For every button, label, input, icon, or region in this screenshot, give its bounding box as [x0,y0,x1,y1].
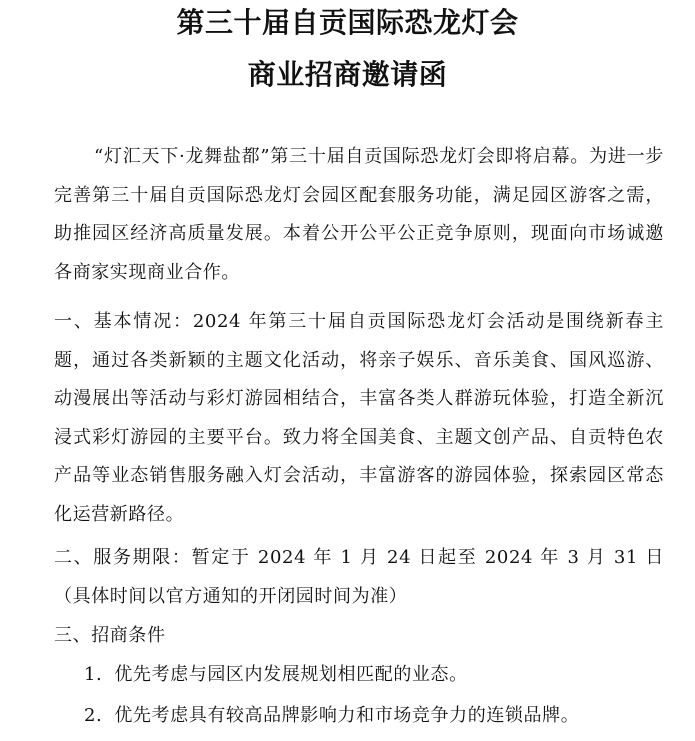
condition-text: 优先考虑具有较高品牌影响力和市场竞争力的连锁品牌。 [114,705,580,726]
condition-item [84,697,674,736]
condition-text: 优先考虑与园区内发展规划相匹配的业态。 [114,664,468,685]
condition-item [84,656,674,695]
intro-paragraph: “灯汇天下·龙舞盐都”第三十届自贡国际恐龙灯会即将启幕。为进一步完善第三十届自贡国际恐龙灯会园区配套服务功能，满足园区游客之需，助推园区经济高质量发展。本着公开公平公正竞争原则，现面向市场诚邀各商家实现商业合作。 [54,146,664,283]
document-title-line2: 商业招商邀请函 [247,58,448,91]
section-conditions-heading: 三、招商条件 [54,625,166,646]
condition-number: 2. [84,705,103,726]
document-title-line1: 第三十届自贡国际恐龙灯会 [176,6,519,39]
section-basic-info: 一、基本情况：2024 年第三十届自贡国际恐龙灯会活动是围绕新春主题，通过各类新颖的主题文化活动，将亲子娱乐、音乐美食、国风巡游、动漫展出等活动与彩灯游园相结合，丰富各类人群游玩体验，打造全新沉浸式彩灯游园的主要平台。致力将全国美食、主题文创产品、自贡特色农产品等业态销售服务融入灯会活动，丰富游客的游园体验，探索园区常态化运营新路径。 [54,311,664,525]
section-service-period: 二、服务期限：暂定于 2024 年 1 月 24 日起至 2024 年 3 月 31 日（具体时间以官方通知的开闭园时间为准） [54,547,664,607]
condition-number: 1. [84,664,103,685]
